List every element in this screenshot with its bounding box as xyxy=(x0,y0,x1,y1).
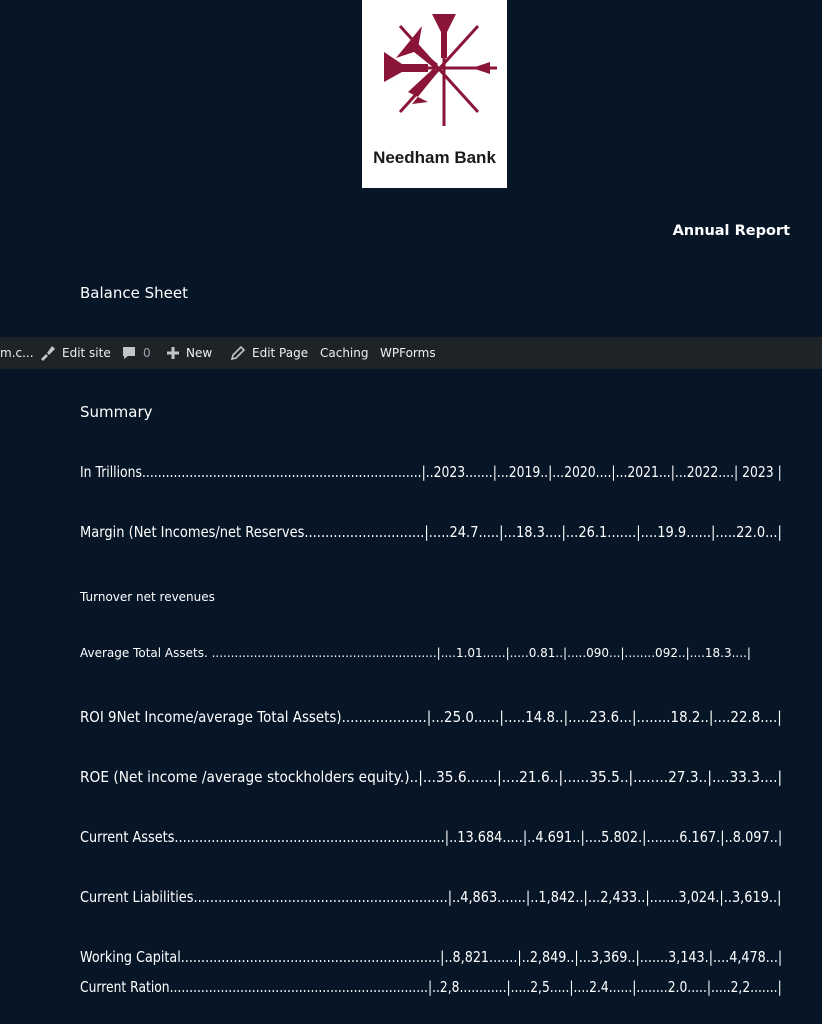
content-line: ROI 9Net Income/average Total Assets)....................|...25.0......|.....14.8..|.....23.6...|........18.2..|....22.8....| xyxy=(80,708,782,726)
content-line: Average Total Assets. ...........................................................|....1.01......|.....0.81..|.....090...|........092..|....18.3....| xyxy=(80,646,751,660)
caching-menu[interactable] xyxy=(320,337,369,369)
caching-label: Caching xyxy=(320,346,369,360)
comments-count: 0 xyxy=(143,346,151,360)
wpforms-label: WPForms xyxy=(380,346,436,360)
content-line: Current Assets..................................................................|..13.684.....|..4.691..|....5.802.|........6.167.|..8.097..| xyxy=(80,828,783,846)
admin-bar xyxy=(0,337,822,369)
edit-site-label: Edit site xyxy=(62,346,111,360)
content-line: In Trillions.......................................................................|..2023.......|...2019..|...2020....|...2021...|...2022....| 2023 | xyxy=(80,463,782,481)
content-line: Current Liabilities..............................................................|..4,863.......|..1,842..|...2,433..|.......3,024.|..3,619..| xyxy=(80,888,782,906)
needham-bank-logo-mark xyxy=(372,6,497,136)
edit-page-label: Edit Page xyxy=(252,346,309,360)
site-name-fragment: m.c... xyxy=(0,346,34,360)
pencil-icon xyxy=(230,345,246,361)
paintbrush-icon xyxy=(38,344,56,362)
site-title[interactable]: Annual Report xyxy=(672,223,790,239)
plus-icon xyxy=(166,346,180,360)
admin-bar-site-link[interactable] xyxy=(0,337,34,369)
content-line: Margin (Net Incomes/net Reserves.............................|.....24.7.....|...18.3....|...26.1.......|....19.9......|.....22.0...| xyxy=(80,523,782,541)
content-line: Turnover net revenues xyxy=(80,590,215,604)
comments-button[interactable] xyxy=(121,337,151,369)
new-content-button[interactable] xyxy=(166,337,212,369)
content-line: ROE (Net income /average stockholders equity.)..|...35.6.......|....21.6..|......35.5..|........27.3..|....33.3....| xyxy=(80,768,783,786)
comment-icon xyxy=(121,345,137,361)
content-line: Working Capital................................................................|..8,821.......|..2,849..|...3,369..|.......3,143.|....4,478...| xyxy=(80,948,783,966)
summary-heading: Summary xyxy=(80,403,153,421)
site-logo[interactable] xyxy=(362,0,507,188)
content-line: Current Ration..................................................................|..2,8............|.....2,5.....|....2.4......|........2.0.....|.....2,2.......| xyxy=(80,978,782,996)
new-label: New xyxy=(186,346,213,360)
logo-wordmark: Needham Bank xyxy=(373,148,496,167)
page-title: Balance Sheet xyxy=(80,284,188,302)
wpforms-menu[interactable] xyxy=(380,337,436,369)
edit-page-button[interactable] xyxy=(230,337,308,369)
edit-site-button[interactable] xyxy=(38,337,111,369)
